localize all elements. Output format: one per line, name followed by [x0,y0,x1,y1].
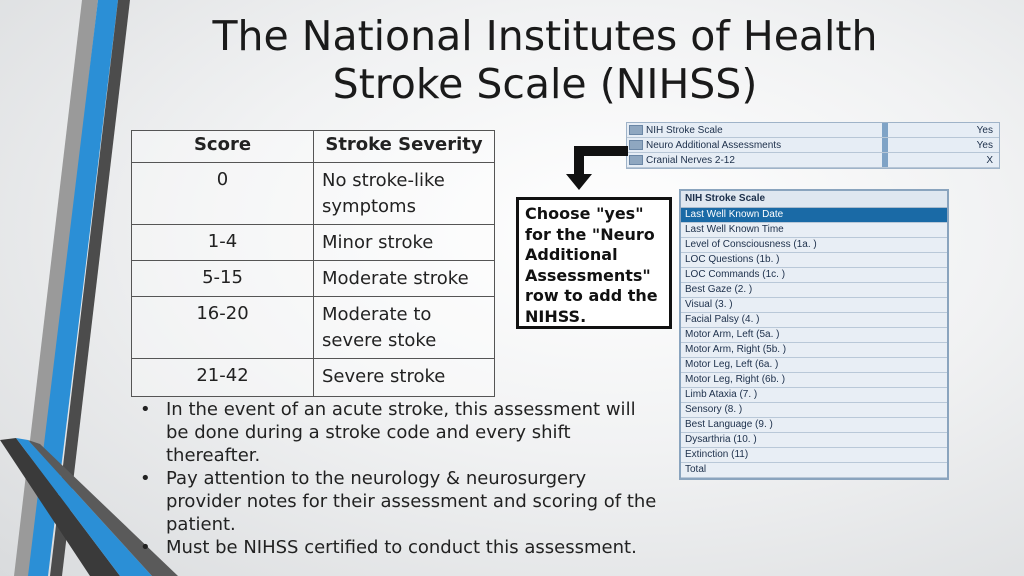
assessment-list-screenshot [626,122,1000,169]
form-icon [629,125,643,135]
assessment-label: NIH Stroke Scale [646,124,723,136]
assessment-label: Cranial Nerves 2-12 [646,154,735,166]
severity-cell: Minor stroke [314,225,495,261]
assessment-value: Yes [976,124,993,136]
severity-cell: Moderate stroke [314,261,495,297]
form-icon [629,140,643,150]
bullet-icon: • [140,399,151,420]
nihss-item[interactable]: Motor Leg, Left (6a. ) [681,358,947,373]
nihss-item[interactable]: Best Gaze (2. ) [681,283,947,298]
nihss-item[interactable]: Facial Palsy (4. ) [681,313,947,328]
table-row [132,261,495,297]
score-cell: 16-20 [132,297,314,359]
table-row [132,359,495,397]
form-icon [629,155,643,165]
nihss-item[interactable]: Last Well Known Date [681,208,947,223]
list-item [140,536,660,559]
column-header-score: Score [132,131,314,163]
nihss-item[interactable]: Dysarthria (10. ) [681,433,947,448]
table-header-row [132,131,495,163]
score-cell: 21-42 [132,359,314,397]
nihss-item[interactable]: Sensory (8. ) [681,403,947,418]
nihss-item[interactable]: Best Language (9. ) [681,418,947,433]
nihss-item[interactable]: Last Well Known Time [681,223,947,238]
nihss-item[interactable]: Visual (3. ) [681,298,947,313]
severity-cell: Severe stroke [314,359,495,397]
nihss-item[interactable]: LOC Questions (1b. ) [681,253,947,268]
nihss-item-list [681,208,947,478]
title-line-1: The National Institutes of Health [212,12,878,60]
list-item[interactable] [627,153,999,168]
score-cell: 0 [132,163,314,225]
bullet-icon: • [140,468,151,489]
down-arrow-icon [566,144,628,194]
nihss-item[interactable]: Motor Leg, Right (6b. ) [681,373,947,388]
table-row [132,225,495,261]
nihss-item[interactable]: Motor Arm, Right (5b. ) [681,343,947,358]
severity-cell: Moderate to severe stoke [314,297,495,359]
nihss-item[interactable]: Level of Consciousness (1a. ) [681,238,947,253]
score-cell: 5-15 [132,261,314,297]
bullet-icon: • [140,537,151,558]
page-title [150,12,940,108]
instruction-callout: Choose "yes" for the "Neuro Additional Assessments" row to add the NIHSS. [516,197,672,329]
list-item-text: Must be NIHSS certified to conduct this assessment. [166,537,637,558]
assessment-value: X [986,154,993,166]
assessment-value: Yes [976,139,993,151]
nihss-panel [679,189,949,480]
table-row [132,163,495,225]
nihss-item[interactable]: Limb Ataxia (7. ) [681,388,947,403]
list-item [140,398,660,467]
list-item [140,467,660,536]
column-header-severity: Stroke Severity [314,131,495,163]
severity-cell: No stroke-like symptoms [314,163,495,225]
nihss-item[interactable]: Motor Arm, Left (5a. ) [681,328,947,343]
nihss-item[interactable]: Total [681,463,947,478]
table-row [132,297,495,359]
notes-list [140,398,660,559]
list-item[interactable] [627,138,999,153]
nihss-item[interactable]: LOC Commands (1c. ) [681,268,947,283]
list-item-text: Pay attention to the neurology & neurosurgery provider notes for their assessment and scoring of the patient. [166,468,657,535]
assessment-label: Neuro Additional Assessments [646,139,782,151]
nihss-item[interactable]: Extinction (11) [681,448,947,463]
score-severity-table [131,130,495,397]
list-item[interactable] [627,123,999,138]
title-line-2: Stroke Scale (NIHSS) [332,60,758,108]
score-cell: 1-4 [132,225,314,261]
panel-header: NIH Stroke Scale [681,191,947,208]
list-item-text: In the event of an acute stroke, this assessment will be done during a stroke code and every shift thereafter. [166,399,636,466]
